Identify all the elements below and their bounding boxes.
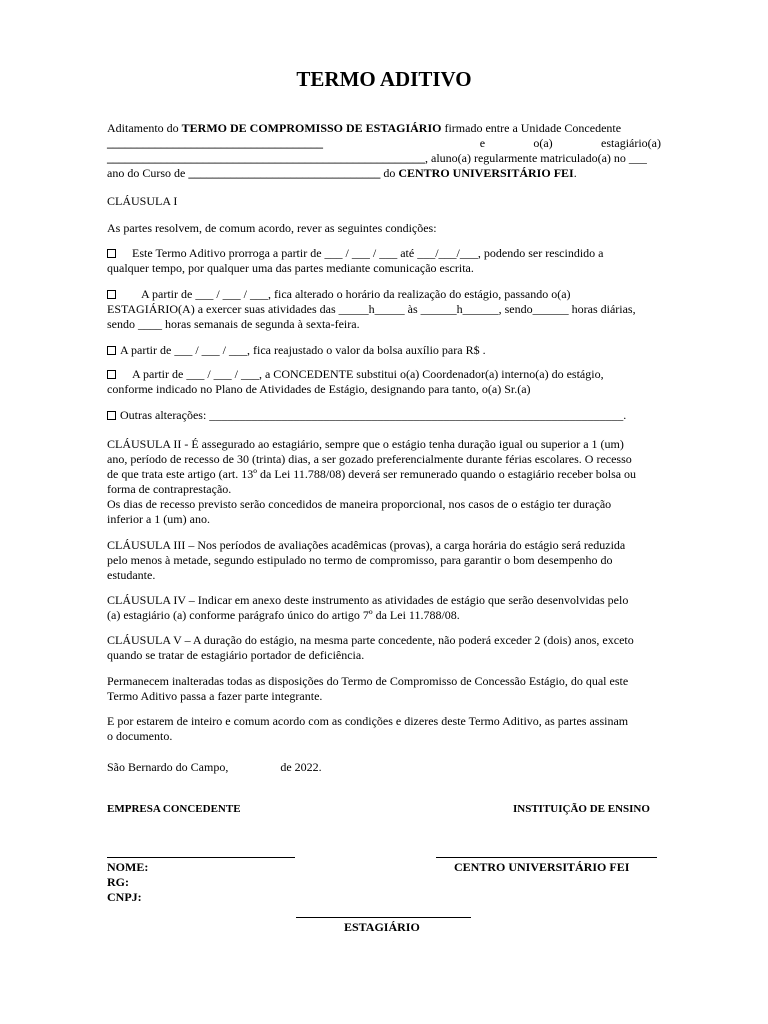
clausula-4: CLÁUSULA IV – Indicar em anexo deste instrumento as atividades de estágio que serão desenvolvidas pelo (a) estagiário (a) conforme parágrafo único do artigo 7º da Lei 11.788/08. [107,593,629,622]
horario-text-1: A partir de ___ / ___ / ___, fica alterado o horário da realização do estágio, passando o(a) [141,287,571,301]
clausula-2: CLÁUSULA II - É assegurado ao estagiário, sempre que o estágio tenha duração igual ou superior a 1 (um) ano, período de recesso de 30 (trinta) dias, a ser gozado preferencialmente durante férias escolares. O recesso de que trata este artigo (art. 13º da Lei 11.788/08) deverá ser remunerado quando o estagiário receber bolsa ou forma de contraprestação. Os dias de recesso previsto serão concedidos de maneira proporcional, nos casos de o estágio ter duração inferior a 1 (um) ano. [107,437,637,526]
termo-compromisso-name: TERMO DE COMPROMISSO DE ESTAGIÁRIO [181,121,442,135]
intro-paragraph [107,121,661,181]
clausula-1-heading: CLÁUSULA I [107,194,178,208]
instituicao-signature-line [436,857,657,858]
curso-blank: ________________________________ [188,166,381,180]
local-data [107,760,661,775]
coordenador-text-2: conforme indicado no Plano de Atividades de Estágio, designando para tanto, o(a) Sr.(a) [107,382,531,396]
permanecem-paragraph: Permanecem inalteradas todas as disposições do Termo de Compromisso de Concessão Estágio, do qual este Termo Aditivo passa a fazer parte integrante. [107,674,629,703]
empresa-label: EMPRESA CONCEDENTE [107,803,241,815]
estagiario-label: ESTAGIÁRIO [344,920,420,934]
estagiario-blank: _____________________________________________________ [107,151,425,165]
prorrogacao-checkbox[interactable] [107,249,116,258]
nome-label: NOME: [107,860,149,874]
coordenador-checkbox[interactable] [107,370,116,379]
item-coordenador [107,367,661,397]
bolsa-checkbox[interactable] [107,346,116,355]
concedente-blank: ____________________________________ [107,136,323,150]
horario-text-3: sendo ____ horas semanais de segunda à sexta-feira. [107,317,360,331]
document-title: TERMO ADITIVO [296,67,472,91]
intro-line-2: ____________________________________ e o(a) estagiário(a) [107,136,661,150]
acordo-paragraph: E por estarem de inteiro e comum acordo com as condições e dizeres deste Termo Aditivo, as partes assinam o documento. [107,714,629,743]
cnpj-label: CNPJ: [107,890,142,904]
item-prorrogacao [107,246,661,276]
clausula-5: CLÁUSULA V – A duração do estágio, na mesma parte concedente, não poderá exceder 2 (dois) anos, exceto quando se tratar de estagiário portador de deficiência. [107,633,634,662]
intro-line-1: Aditamento do TERMO DE COMPROMISSO DE ESTAGIÁRIO firmado entre a Unidade Concedente [107,121,622,135]
horario-checkbox[interactable] [107,290,116,299]
outras-checkbox[interactable] [107,411,116,420]
estagiario-signature-line [296,917,471,918]
item-horario [107,287,661,332]
item-bolsa [107,343,661,358]
clausula-1-lead: As partes resolvem, de comum acordo, rever as seguintes condições: [107,221,437,235]
rg-label: RG: [107,875,129,889]
prorrogacao-text-2: qualquer tempo, por qualquer uma das partes mediante comunicação escrita. [107,261,474,275]
local-year: de 2022. [280,760,322,774]
clausula-3: CLÁUSULA III – Nos períodos de avaliações acadêmicas (provas), a carga horária do estágio será reduzida pelo menos à metade, segundo estipulado no termo de compromisso, para garantir o bom desempenho do estudante. [107,538,626,582]
coordenador-text-1: A partir de ___ / ___ / ___, a CONCEDENTE substitui o(a) Coordenador(a) interno(a) do estágio, [132,367,604,381]
intro-line-4: ano do Curso de ________________________________ do CENTRO UNIVERSITÁRIO FEI. [107,166,577,180]
item-outras [107,408,661,423]
horario-text-2: ESTAGIÁRIO(A) a exercer suas atividades das _____h_____ às ______h______, sendo______ horas diárias, [107,302,636,316]
empresa-signature-line [107,857,295,858]
intro-line-3: _____________________________________________________, aluno(a) regularmente matriculado(a) no ___ [107,151,647,165]
fei-signature-label: CENTRO UNIVERSITÁRIO FEI [454,860,630,874]
local-city: São Bernardo do Campo, [107,760,229,774]
instituicao-label: INSTITUIÇÃO DE ENSINO [513,803,650,815]
bolsa-text: A partir de ___ / ___ / ___, fica reajustado o valor da bolsa auxílio para R$ . [120,343,486,357]
fei-name: CENTRO UNIVERSITÁRIO FEI [398,166,574,180]
outras-text: Outras alterações: _____________________________________________________________________. [120,408,627,422]
prorrogacao-text-1: Este Termo Aditivo prorroga a partir de ___ / ___ / ___ até ___/___/___, podendo ser rescindido a [132,246,604,260]
